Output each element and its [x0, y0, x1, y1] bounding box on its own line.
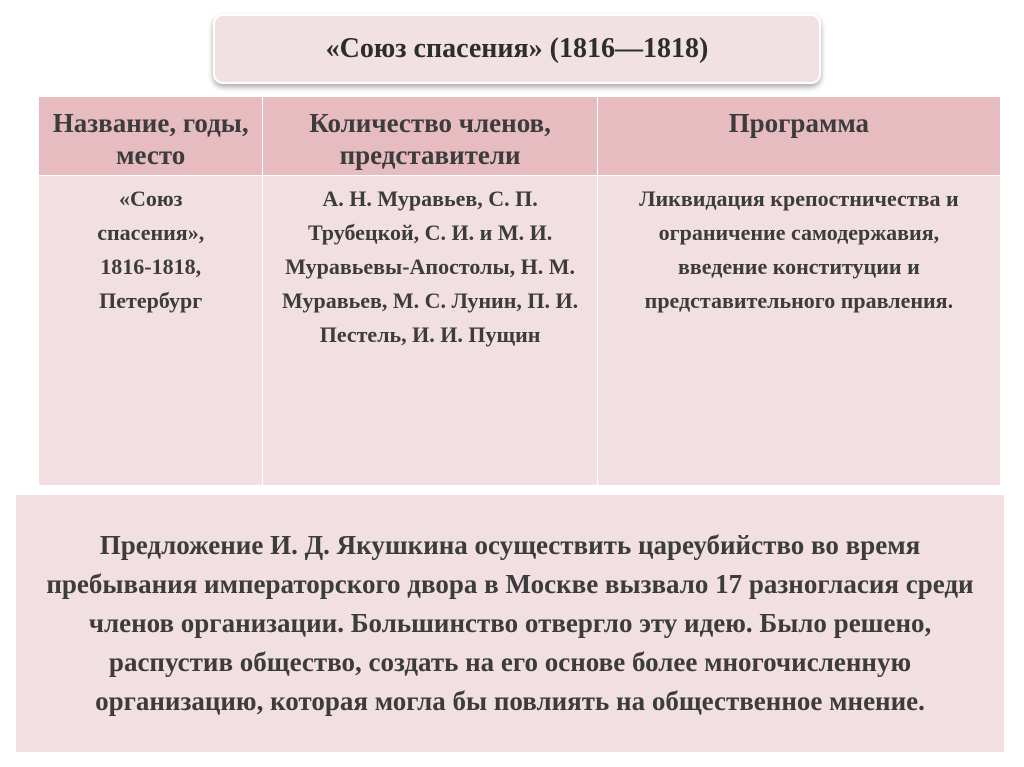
cell-program [597, 176, 1000, 486]
table-row [39, 176, 1001, 486]
info-table [38, 96, 1001, 486]
note-box [16, 495, 1004, 752]
table-header-row [39, 97, 1001, 176]
cell-name-text: «Союз спасения», 1816-1818, Петербург [97, 186, 205, 313]
header-program: Программа [597, 97, 1000, 176]
cell-name-years-place [39, 176, 263, 486]
header-members: Количество членов, представители [263, 97, 597, 176]
cell-members-text: А. Н. Муравьев, С. П. Трубецкой, С. И. и М. И. Муравьевы-Апостолы, Н. М. Муравьев, М. С. Лунин, П. И. Пестель, И. И. Пущин [282, 186, 579, 347]
note-text: Предложение И. Д. Якушкина осуществить цареубийство во время пребывания императорского двора в Москве вызвало 17 разногласия среди членов организации. Большинство отвергло эту идею. Было решено, распустив общество, создать на его основе более многочисленную организацию, которая могла бы повлиять на общественное мнение. [46, 530, 974, 716]
slide-title: «Союз спасения» (1816—1818) [213, 14, 821, 84]
cell-members [263, 176, 597, 486]
header-name-years-place: Название, годы, место [39, 97, 263, 176]
cell-program-text: Ликвидация крепостничества и ограничение самодержавия, введение конституции и представительного правления. [639, 186, 959, 313]
